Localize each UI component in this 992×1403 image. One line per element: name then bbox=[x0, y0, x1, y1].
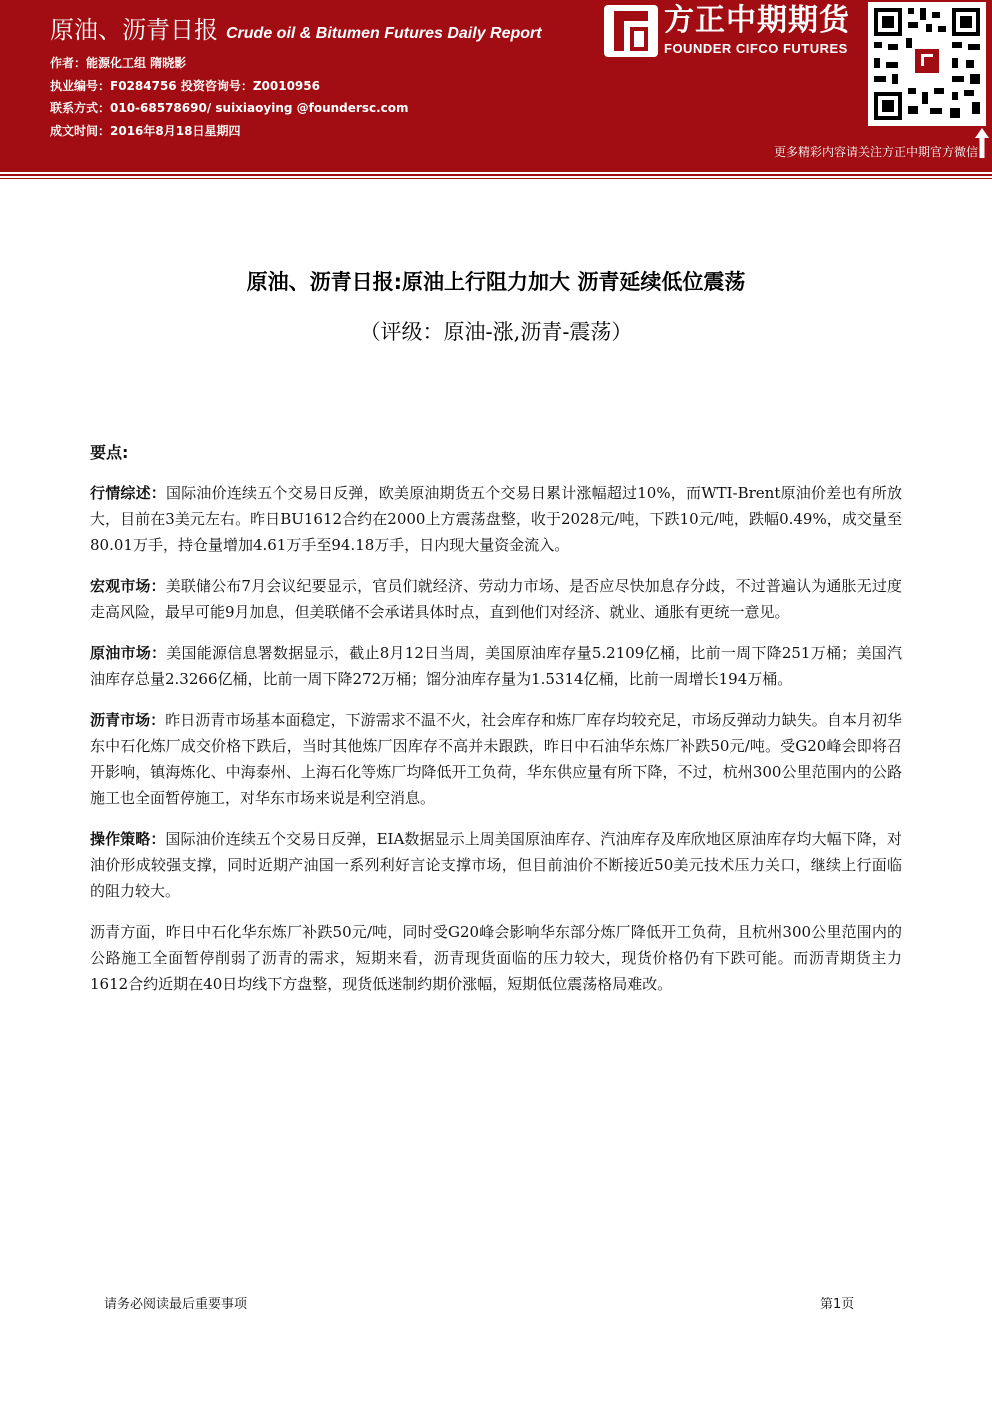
paragraph-bitumen-market bbox=[90, 707, 902, 811]
meta-date: 成文时间：2016年8月18日星期四 bbox=[50, 123, 241, 138]
wechat-qr-code-icon bbox=[868, 2, 986, 126]
paragraph-text: 国际油价连续五个交易日反弹，欧美原油期货五个交易日累计涨幅超过10%，而WTI-Brent原油价差也有所放大，目前在3美元左右。昨日BU1612合约在2000上方震荡盘整，收于2028元/吨，下跌10元/吨，跌幅0.49%，成交量至80.01万手，持仓量增加4.61万手至94.18万手，日内现大量资金流入。 bbox=[90, 484, 902, 554]
header-divider-thin bbox=[0, 178, 992, 179]
header-divider bbox=[0, 174, 992, 176]
document-title: 原油、沥青日报:原油上行阻力加大 沥青延续低位震荡 bbox=[246, 270, 746, 294]
brand-name-cn: 方正中期期货 bbox=[664, 3, 850, 38]
document-rating: （评级：原油-涨,沥青-震荡） bbox=[359, 320, 633, 344]
brand-name-en: FOUNDER CIFCO FUTURES bbox=[664, 41, 848, 56]
paragraph-label: 宏观市场： bbox=[90, 577, 166, 595]
meta-license: 执业编号：F0284756 投资咨询号：Z0010956 bbox=[50, 78, 320, 93]
paragraph-strategy bbox=[90, 826, 902, 904]
author-meta bbox=[50, 52, 409, 142]
report-title-bar bbox=[50, 10, 542, 46]
document-body bbox=[90, 440, 902, 1012]
paragraph-label: 沥青市场： bbox=[90, 711, 166, 729]
meta-contact: 联系方式：010-68578690/ suixiaoying @foundersc.com bbox=[50, 101, 409, 115]
footer-notice: 请务必阅读最后重要事项 bbox=[104, 1297, 248, 1312]
paragraph-macro-market bbox=[90, 573, 902, 625]
brand-block bbox=[664, 3, 850, 56]
key-points-heading: 要点: bbox=[90, 443, 129, 462]
paragraph-label: 行情综述： bbox=[90, 484, 167, 502]
paragraph-crude-market bbox=[90, 640, 902, 692]
report-title-en: Crude oil & Bitumen Futures Daily Report bbox=[226, 25, 542, 42]
meta-author: 作者：能源化工组 隋晓影 bbox=[50, 56, 187, 70]
paragraph-label: 操作策略： bbox=[90, 830, 166, 848]
paragraph-text: 美国能源信息署数据显示，截止8月12日当周，美国原油库存量5.2109亿桶，比前一周下降251万桶；美国汽油库存总量2.3266亿桶，比前一周下降272万桶；馏分油库存量为1.5314亿桶，比前一周增长194万桶。 bbox=[90, 644, 902, 688]
paragraph-label: 原油市场： bbox=[90, 644, 167, 662]
paragraph-text: 昨日沥青市场基本面稳定，下游需求不温不火，社会库存和炼厂库存均较充足，市场反弹动力缺失。自本月初华东中石化炼厂成交价格下跌后，当时其他炼厂因库存不高并未跟跌，昨日中石油华东炼厂补跌50元/吨。受G20峰会即将召开影响，镇海炼化、中海泰州、上海石化等炼厂均降低开工负荷，华东供应量有所下降，不过，杭州300公里范围内的公路施工也全面暂停施工，对华东市场来说是利空消息。 bbox=[90, 711, 902, 807]
paragraph-text: 美联储公布7月会议纪要显示，官员们就经济、劳动力市场、是否应尽快加息存分歧，不过普遍认为通胀无过度走高风险，最早可能9月加息，但美联储不会承诺具体时点，直到他们对经济、就业、通胀有更统一意见。 bbox=[90, 577, 902, 621]
paragraph-text: 国际油价连续五个交易日反弹，EIA数据显示上周美国原油库存、汽油库存及库欣地区原油库存均大幅下降，对油价形成较强支撑，同时近期产油国一系列利好言论支撑市场，但目前油价不断接近50美元技术压力关口，继续上行面临的阻力较大。 bbox=[90, 830, 902, 900]
paragraph-market-overview bbox=[90, 480, 902, 558]
qr-caption: 更多精彩内容请关注方正中期官方微信 bbox=[773, 145, 978, 159]
founder-logo-icon bbox=[604, 5, 658, 57]
page-number: 第1页 bbox=[820, 1297, 855, 1312]
header-banner bbox=[0, 0, 992, 172]
paragraph-bitumen-outlook bbox=[90, 919, 902, 997]
paragraph-text: 沥青方面，昨日中石化华东炼厂补跌50元/吨，同时受G20峰会影响华东部分炼厂降低开工负荷，且杭州300公里范围内的公路施工全面暂停削弱了沥青的需求，短期来看，沥青现货面临的压力较大，现货价格仍有下跌可能。而沥青期货主力1612合约近期在40日均线下方盘整，现货低迷制约期价涨幅，短期低位震荡格局难改。 bbox=[90, 923, 902, 993]
report-title-cn: 原油、沥青日报 bbox=[50, 16, 218, 44]
